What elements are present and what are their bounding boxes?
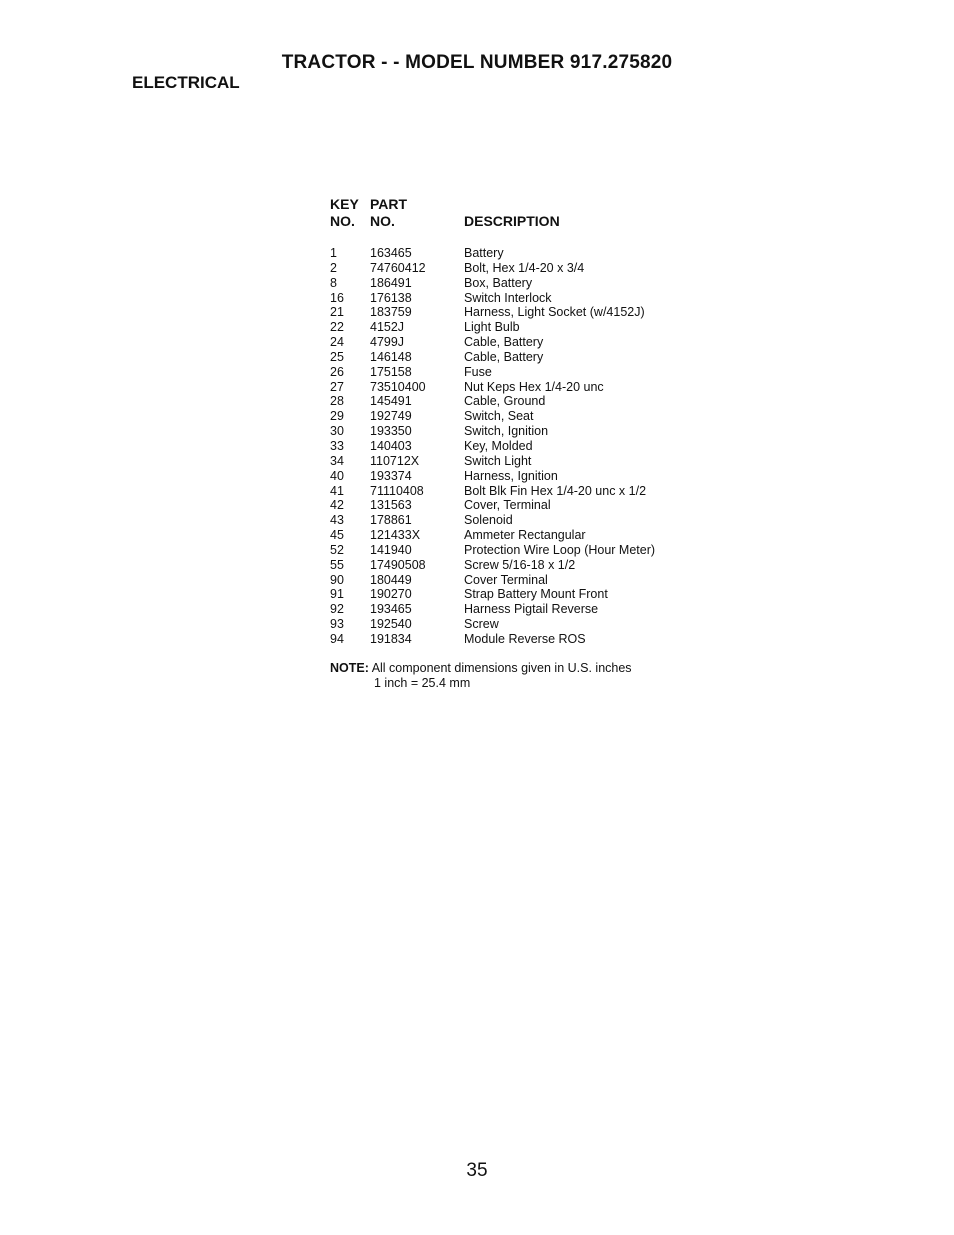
key-number: 52 [330,542,344,557]
key-number: 33 [330,438,344,453]
part-description: Bolt Blk Fin Hex 1/4-20 unc x 1/2 [464,483,647,498]
part-number: 192749 [370,409,412,424]
key-number: 91 [330,587,344,602]
header-description: DESCRIPTION [464,213,560,229]
part-description: Protection Wire Loop (Hour Meter) [464,542,656,557]
key-number: 41 [330,483,344,498]
header-key: KEY [330,196,359,212]
key-number: 93 [330,617,344,632]
key-number: 34 [330,453,344,468]
part-description: Battery [464,246,504,260]
note [330,661,632,691]
key-number: 43 [330,513,344,528]
part-description: Screw 5/16-18 x 1/2 [464,557,576,572]
key-number: 90 [330,572,344,587]
header-part-no: NO. [370,213,395,229]
note-line-1: All component dimensions given in U.S. inches [371,661,632,675]
part-description: Cable, Battery [464,335,544,350]
page-number: 35 [466,1160,488,1181]
part-description: Cable, Ground [464,394,546,409]
part-description: Switch, Seat [464,409,534,424]
key-number: 42 [330,498,344,513]
key-number: 45 [330,528,344,543]
key-number: 27 [330,379,344,394]
part-number: 178861 [370,513,412,528]
key-number: 25 [330,349,344,364]
key-number: 55 [330,557,344,572]
key-number: 16 [330,290,344,305]
part-description: Switch Interlock [464,290,552,305]
part-number: 146148 [370,349,412,364]
key-number: 1 [330,246,337,260]
key-number: 94 [330,631,344,646]
part-number: 73510400 [370,379,426,394]
part-description: Key, Molded [464,438,533,453]
part-number: 131563 [370,498,412,513]
part-description: Fuse [464,364,492,379]
part-number: 145491 [370,394,412,409]
part-number: 190270 [370,587,412,602]
header-key-no: NO. [330,213,355,229]
part-description: Solenoid [464,513,513,528]
part-number: 141940 [370,542,412,557]
part-description: Light Bulb [464,320,520,335]
key-number: 26 [330,364,344,379]
part-number: 191834 [370,631,412,646]
part-description: Box, Battery [464,275,533,290]
part-number: 186491 [370,275,412,290]
part-number: 74760412 [370,260,426,275]
part-number: 110712X [370,453,420,468]
header-part: PART [370,196,408,212]
part-description: Harness, Light Socket (w/4152J) [464,305,645,320]
part-number: 163465 [370,246,412,260]
part-description: Switch, Ignition [464,424,549,439]
key-number: 22 [330,320,344,335]
part-description: Harness, Ignition [464,468,558,483]
key-number: 2 [330,260,337,275]
part-number: 121433X [370,528,421,543]
key-number: 29 [330,409,344,424]
part-number: 140403 [370,438,412,453]
part-number: 176138 [370,290,412,305]
key-number: 28 [330,394,344,409]
part-description: Cover Terminal [464,572,548,587]
page-title: TRACTOR - - MODEL NUMBER 917.275820 [281,52,673,73]
key-number: 30 [330,424,344,439]
part-description: Module Reverse ROS [464,631,586,646]
part-description: Strap Battery Mount Front [464,587,608,602]
part-number: 4799J [370,335,405,350]
key-number: 92 [330,602,344,617]
part-number: 4152J [370,320,405,335]
part-number: 71110408 [370,483,424,498]
key-number: 40 [330,468,344,483]
part-description: Ammeter Rectangular [464,528,586,543]
part-description: Switch Light [464,453,532,468]
part-description: Screw [464,617,499,632]
part-description: Bolt, Hex 1/4-20 x 3/4 [464,260,585,275]
part-number: 193374 [370,468,412,483]
part-description: Cover, Terminal [464,498,551,513]
part-number: 175158 [370,364,412,379]
section-heading: ELECTRICAL [132,73,240,92]
part-number: 193350 [370,424,412,439]
part-number: 17490508 [370,557,426,572]
note-label: NOTE: [330,661,369,675]
part-number: 180449 [370,572,412,587]
part-description: Harness Pigtail Reverse [464,602,599,617]
note-line-2: 1 inch = 25.4 mm [374,676,471,690]
part-number: 183759 [370,305,412,320]
key-number: 21 [330,305,344,320]
key-number: 8 [330,275,337,290]
part-number: 192540 [370,617,412,632]
part-description: Cable, Battery [464,349,544,364]
key-number: 24 [330,335,344,350]
part-description: Nut Keps Hex 1/4-20 unc [464,379,604,394]
part-number: 193465 [370,602,412,617]
